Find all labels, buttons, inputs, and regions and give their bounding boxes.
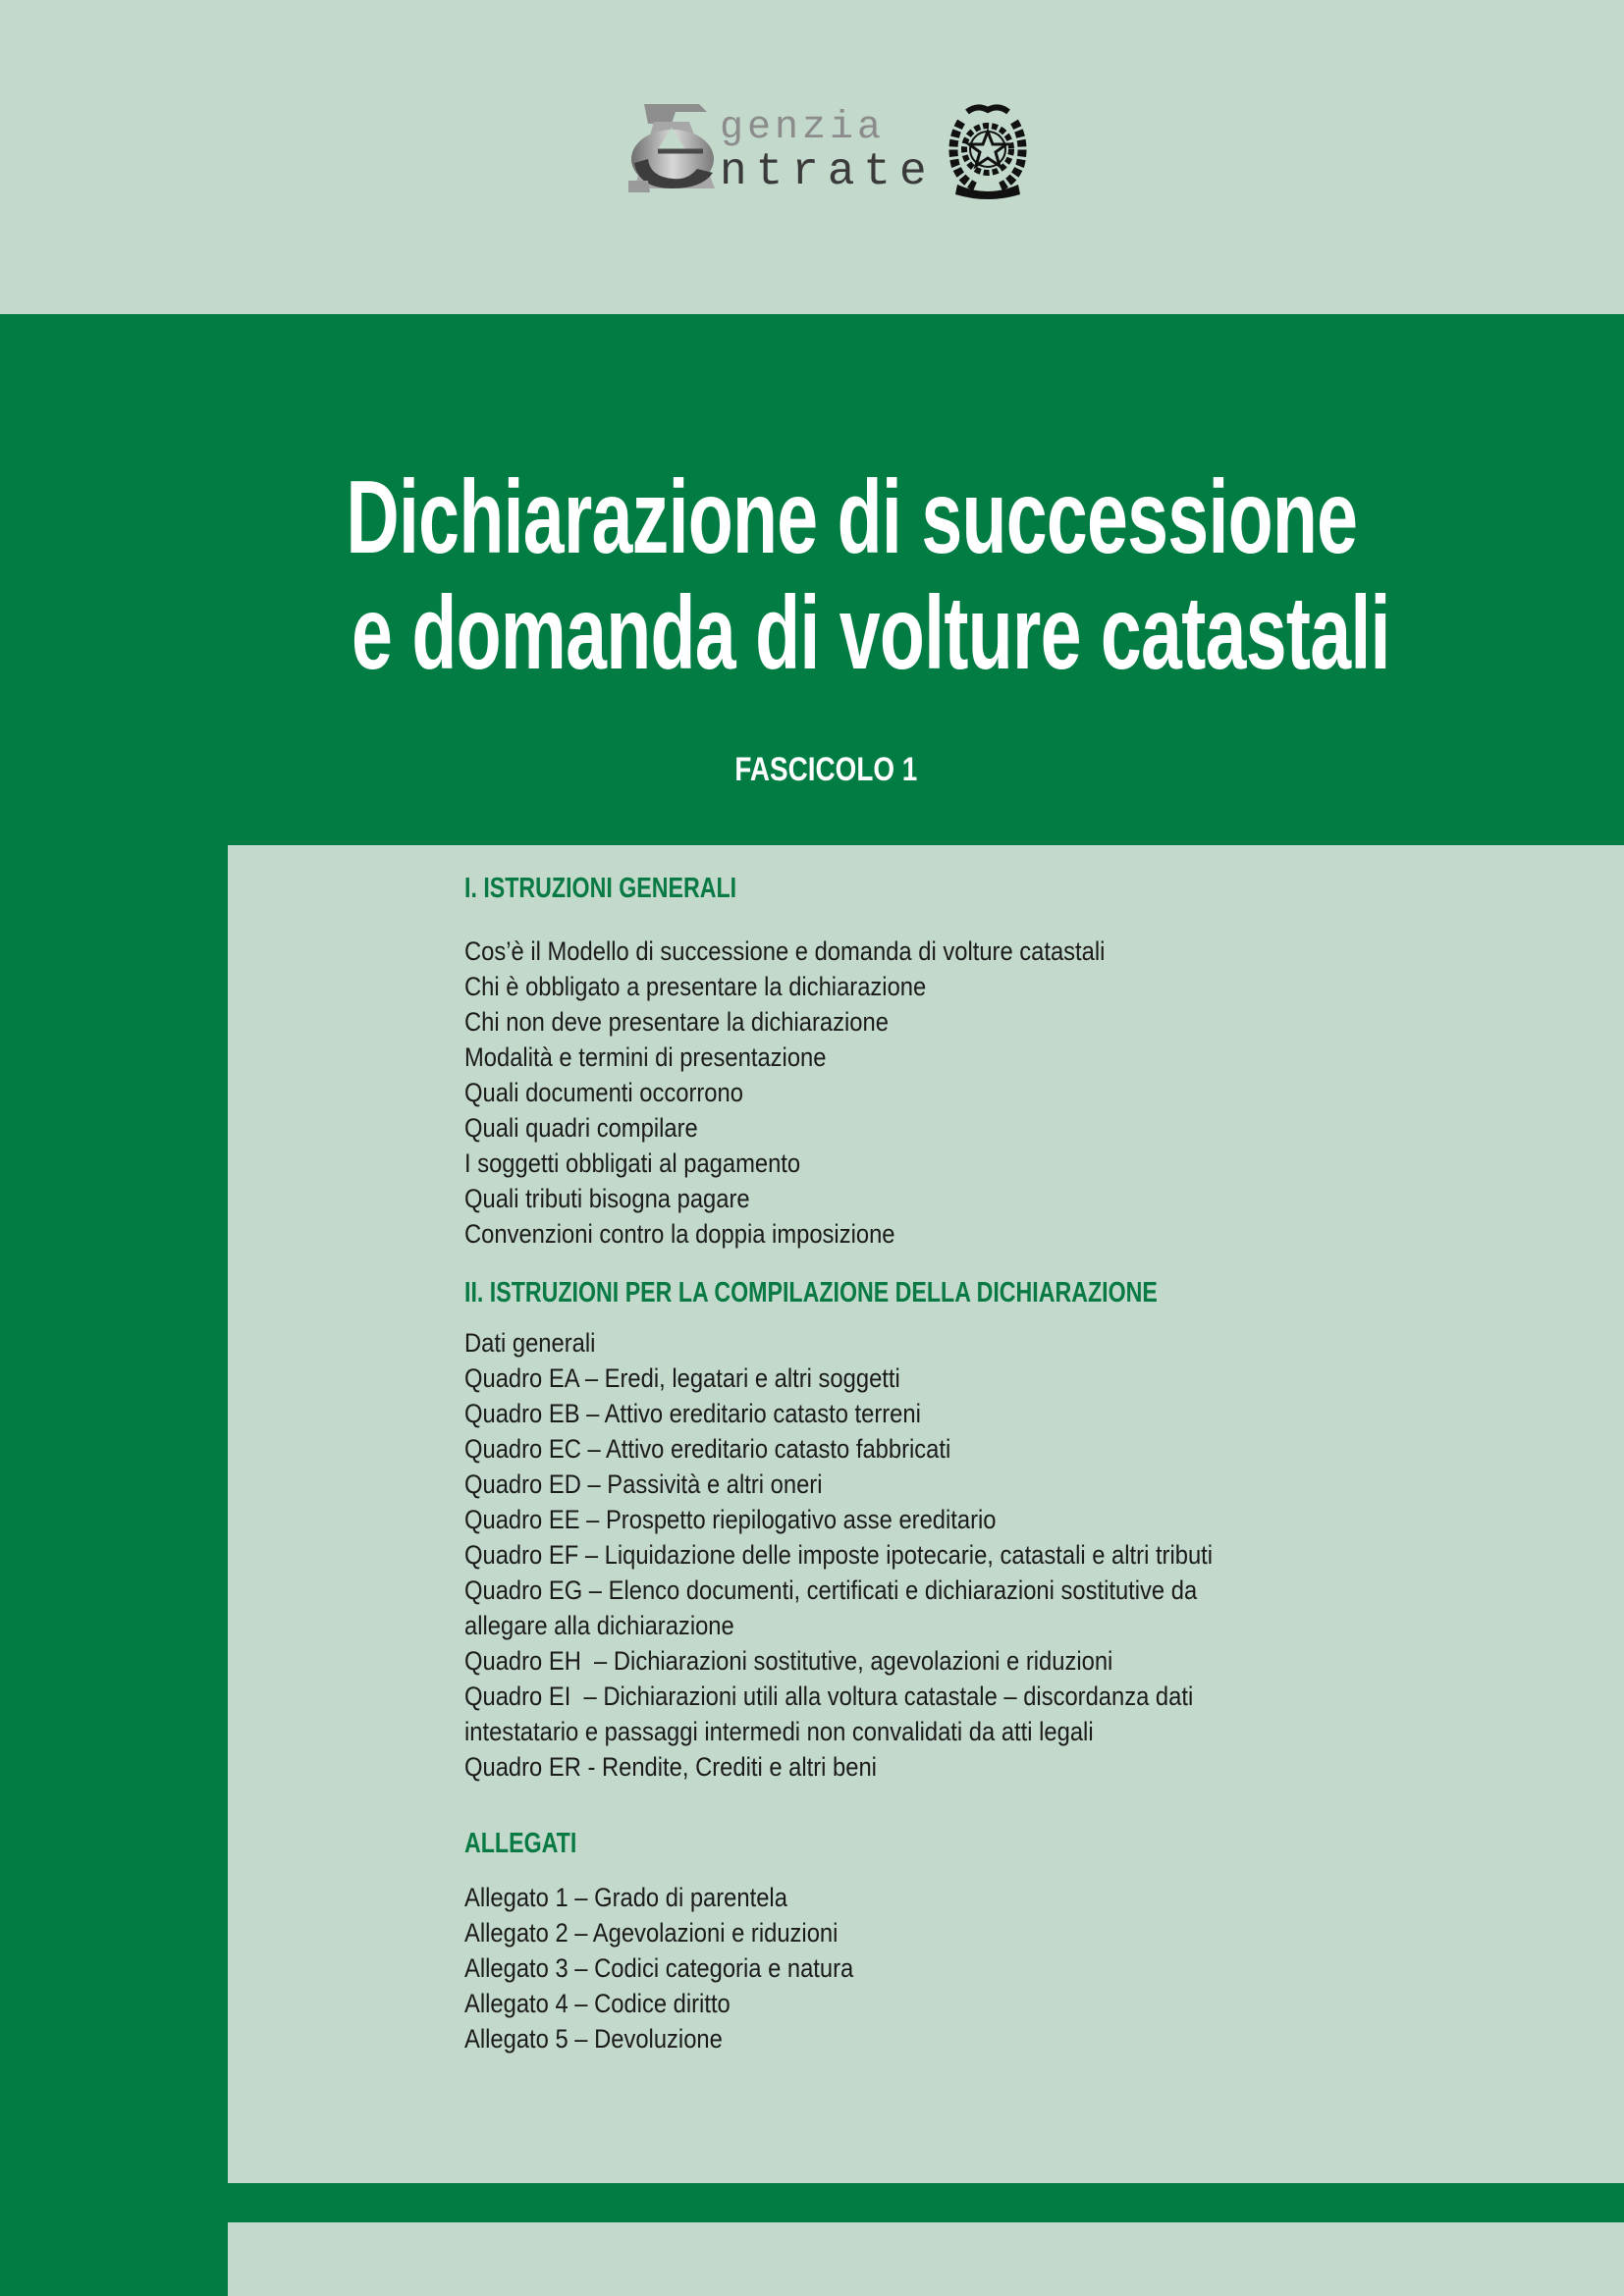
- list-item-text: Quadro EC – Attivo ereditario catasto fabbricati: [464, 1434, 951, 1464]
- list-item: [464, 1396, 1315, 1431]
- section-heading-istruzioni-generali: [464, 871, 804, 906]
- list-item: [464, 1181, 1192, 1216]
- list-item: [464, 1880, 906, 1915]
- section-heading-text: ALLEGATI: [464, 1828, 577, 1859]
- section-list-istruzioni-generali: [464, 934, 1192, 1252]
- list-item-text: Quadro EI – Dichiarazioni utili alla voltura catastale – discordanza dati: [464, 1682, 1194, 1711]
- bottom-strip: [228, 2222, 1624, 2296]
- section-heading-istruzioni-compilazione: [464, 1275, 1330, 1310]
- logo-word-genzia: genzia: [720, 106, 886, 150]
- list-item: [464, 1216, 1192, 1252]
- list-item-text: Modalità e termini di presentazione: [464, 1042, 827, 1072]
- list-item: [464, 2021, 906, 2056]
- list-item: [464, 1075, 1192, 1110]
- list-item-text: Cos’è il Modello di successione e domanda di volture catastali: [464, 936, 1106, 966]
- document-title: [139, 459, 1514, 691]
- list-item-text: Quali documenti occorrono: [464, 1078, 743, 1107]
- italian-emblem-icon: [947, 102, 1028, 202]
- list-item-text: Quadro ED – Passività e altri oneri: [464, 1469, 823, 1499]
- list-item-text: Quadro EH – Dichiarazioni sostitutive, agevolazioni e riduzioni: [464, 1646, 1113, 1676]
- title-line-1: Dichiarazione di successione: [346, 459, 1358, 575]
- list-item-text: Quadro EG – Elenco documenti, certificati e dichiarazioni sostitutive da: [464, 1575, 1198, 1605]
- list-item-text: Allegato 4 – Codice diritto: [464, 1989, 731, 2018]
- list-item-text: Allegato 3 – Codici categoria e natura: [464, 1953, 854, 1983]
- agenzia-entrate-mark-icon: [628, 102, 722, 195]
- list-item: [464, 934, 1192, 969]
- logo-word-ntrate: ntrate: [720, 146, 936, 197]
- list-item-text: Quadro EE – Prospetto riepilogativo asse ereditario: [464, 1505, 997, 1534]
- list-item-text: Chi è obbligato a presentare la dichiarazione: [464, 972, 927, 1001]
- list-item: [464, 1325, 1315, 1361]
- list-item: [464, 1146, 1192, 1181]
- list-item-text: Chi non deve presentare la dichiarazione: [464, 1007, 889, 1037]
- section-heading-text: II. ISTRUZIONI PER LA COMPILAZIONE DELLA DICHIARAZIONE: [464, 1277, 1158, 1308]
- section-list-istruzioni-compilazione: [464, 1325, 1315, 1785]
- list-item: [464, 1915, 906, 1950]
- title-line-2: e domanda di volture catastali: [352, 575, 1390, 691]
- list-item: [464, 1467, 1315, 1502]
- list-item: [464, 1608, 1315, 1643]
- list-item-text: Quadro EF – Liquidazione delle imposte ipotecarie, catastali e altri tributi: [464, 1540, 1214, 1570]
- list-item-text: Allegato 2 – Agevolazioni e riduzioni: [464, 1918, 839, 1948]
- section-list-allegati: [464, 1880, 906, 2056]
- list-item-text: Quadro ER - Rendite, Crediti e altri beni: [464, 1752, 877, 1782]
- list-item: [464, 1643, 1315, 1679]
- list-item: [464, 1573, 1315, 1608]
- list-item: [464, 1714, 1315, 1749]
- list-item: [464, 1986, 906, 2021]
- list-item-text: Quali quadri compilare: [464, 1113, 698, 1143]
- list-item: [464, 1502, 1315, 1537]
- list-item: [464, 969, 1192, 1004]
- list-item: [464, 1431, 1315, 1467]
- list-item: [464, 1679, 1315, 1714]
- fascicolo-text: FASCICOLO 1: [734, 751, 917, 788]
- list-item: [464, 1004, 1192, 1040]
- list-item-text: Allegato 1 – Grado di parentela: [464, 1883, 787, 1912]
- list-item-text: Dati generali: [464, 1328, 596, 1358]
- list-item-text: Convenzioni contro la doppia imposizione: [464, 1219, 895, 1249]
- list-item: [464, 1950, 906, 1986]
- list-item-text: intestatario e passaggi intermedi non convalidati da atti legali: [464, 1717, 1094, 1746]
- list-item-text: Quadro EA – Eredi, legatari e altri soggetti: [464, 1363, 900, 1393]
- fascicolo-label: [531, 750, 1120, 789]
- list-item: [464, 1040, 1192, 1075]
- section-heading-text: I. ISTRUZIONI GENERALI: [464, 873, 737, 904]
- list-item: [464, 1361, 1315, 1396]
- list-item: [464, 1749, 1315, 1785]
- section-heading-allegati: [464, 1826, 605, 1861]
- list-item: [464, 1110, 1192, 1146]
- list-item: [464, 1537, 1315, 1573]
- list-item-text: Allegato 5 – Devoluzione: [464, 2024, 723, 2054]
- list-item-text: allegare alla dichiarazione: [464, 1611, 734, 1640]
- list-item-text: I soggetti obbligati al pagamento: [464, 1148, 801, 1178]
- list-item-text: Quali tributi bisogna pagare: [464, 1184, 750, 1213]
- list-item-text: Quadro EB – Attivo ereditario catasto terreni: [464, 1399, 921, 1428]
